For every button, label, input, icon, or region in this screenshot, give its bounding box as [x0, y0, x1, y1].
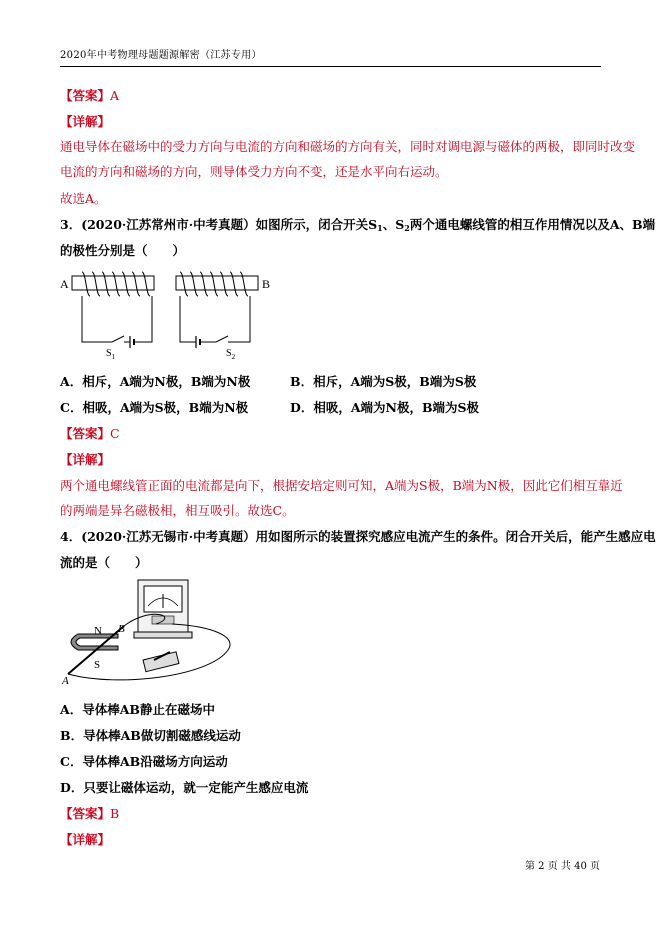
page-header-title: 2020年中考物理母题题源解密（江苏专用）	[60, 50, 262, 61]
galvanometer-base	[134, 632, 192, 638]
q3-detail-label: 【详解】	[60, 452, 111, 467]
q2-detail-label: 【详解】	[60, 114, 111, 129]
q3-answer-label: 【答案】	[60, 426, 111, 441]
q4-option-d[interactable]: D．只要让磁体运动，就一定能产生感应电流	[60, 780, 309, 795]
label-s: S	[94, 659, 101, 671]
switch-s1	[112, 336, 124, 342]
q3-option-d[interactable]: D．相吸，A端为N极，B端为S极	[290, 400, 480, 415]
q4-detail-label: 【详解】	[60, 832, 111, 847]
q4-answer-label: 【答案】	[60, 806, 111, 821]
q3-explanation-line1: 两个通电螺线管正面的电流都是向下，根据安培定则可知，A端为S极，B端为N极，因此它们相互靠近	[60, 478, 623, 493]
q3-s2-subscript: 2	[404, 223, 410, 233]
switch-base	[143, 652, 179, 672]
left-solenoid-core	[72, 276, 154, 290]
q2-answer	[60, 86, 119, 104]
q4-answer	[60, 804, 119, 822]
q3-stem-sep: 、S	[382, 217, 405, 232]
label-a: A	[60, 277, 69, 291]
label-b: B	[262, 277, 271, 291]
page-number: 第 2 页 共 40 页	[525, 861, 600, 872]
q4-option-c[interactable]: C．导体棒AB沿磁场方向运动	[60, 754, 228, 769]
q2-conclusion: 故选A。	[60, 191, 107, 206]
left-circuit-wire-a	[82, 296, 112, 342]
q3-answer-value: C	[110, 426, 120, 441]
q3-option-b[interactable]: B．相斥，A端为S极，B端为S极	[290, 374, 477, 389]
q3-option-c[interactable]: C．相吸，A端为S极，B端为N极	[60, 400, 249, 415]
label-s2: $S_2$	[226, 348, 236, 361]
right-circuit-wire-a	[180, 296, 196, 342]
q2-answer-label: 【答案】	[60, 88, 111, 103]
header-divider	[60, 66, 601, 67]
q4-option-a[interactable]: A．导体棒AB静止在磁场中	[60, 702, 215, 717]
label-b: B	[118, 623, 125, 635]
q3-stem-line1	[60, 215, 655, 233]
label-n: N	[94, 625, 102, 637]
q2-explanation-line2: 电流的方向和磁场的方向，则导体受力方向不变，还是水平向右运动。	[60, 164, 448, 179]
q3-stem-line2: 的极性分别是（ ）	[60, 243, 186, 258]
switch-s2	[216, 336, 228, 342]
right-solenoid-core	[176, 276, 258, 290]
q3-stem-suffix: 两个通电螺线管的相互作用情况以及A、B端	[409, 217, 656, 232]
q3-option-a[interactable]: A．相斥，A端为N极，B端为N极	[60, 374, 251, 389]
q4-answer-value: B	[110, 806, 120, 821]
q3-s1-subscript: 1	[377, 223, 383, 233]
q4-stem-line1: 4．(2020·江苏无锡市·中考真题）用如图所示的装置探究感应电流产生的条件。闭合开关后，能产生感应电	[60, 529, 656, 544]
q4-induction-figure	[60, 576, 250, 690]
q2-explanation-line1: 通电导体在磁场中的受力方向与电流的方向和磁场的方向有关，同时对调电源与磁体的两极，即同时改变	[60, 139, 636, 154]
q3-stem-prefix: 3．(2020·江苏常州市·中考真题）如图所示，闭合开关S	[60, 217, 378, 232]
right-circuit-wire-c	[228, 296, 250, 342]
q4-option-b[interactable]: B．导体棒AB做切割磁感线运动	[60, 728, 241, 743]
q3-solenoid-figure	[60, 266, 280, 362]
q3-answer	[60, 424, 120, 442]
label-s1: $S_1$	[106, 348, 116, 361]
q4-stem-line2: 流的是（ ）	[60, 555, 148, 570]
q3-explanation-line2: 的两端是异名磁极相，相互吸引。故选C。	[60, 503, 295, 518]
q2-answer-value: A	[110, 88, 120, 103]
left-circuit-wire-c	[134, 296, 152, 342]
galvanometer-terminals	[152, 616, 174, 624]
label-a: A	[62, 675, 69, 687]
